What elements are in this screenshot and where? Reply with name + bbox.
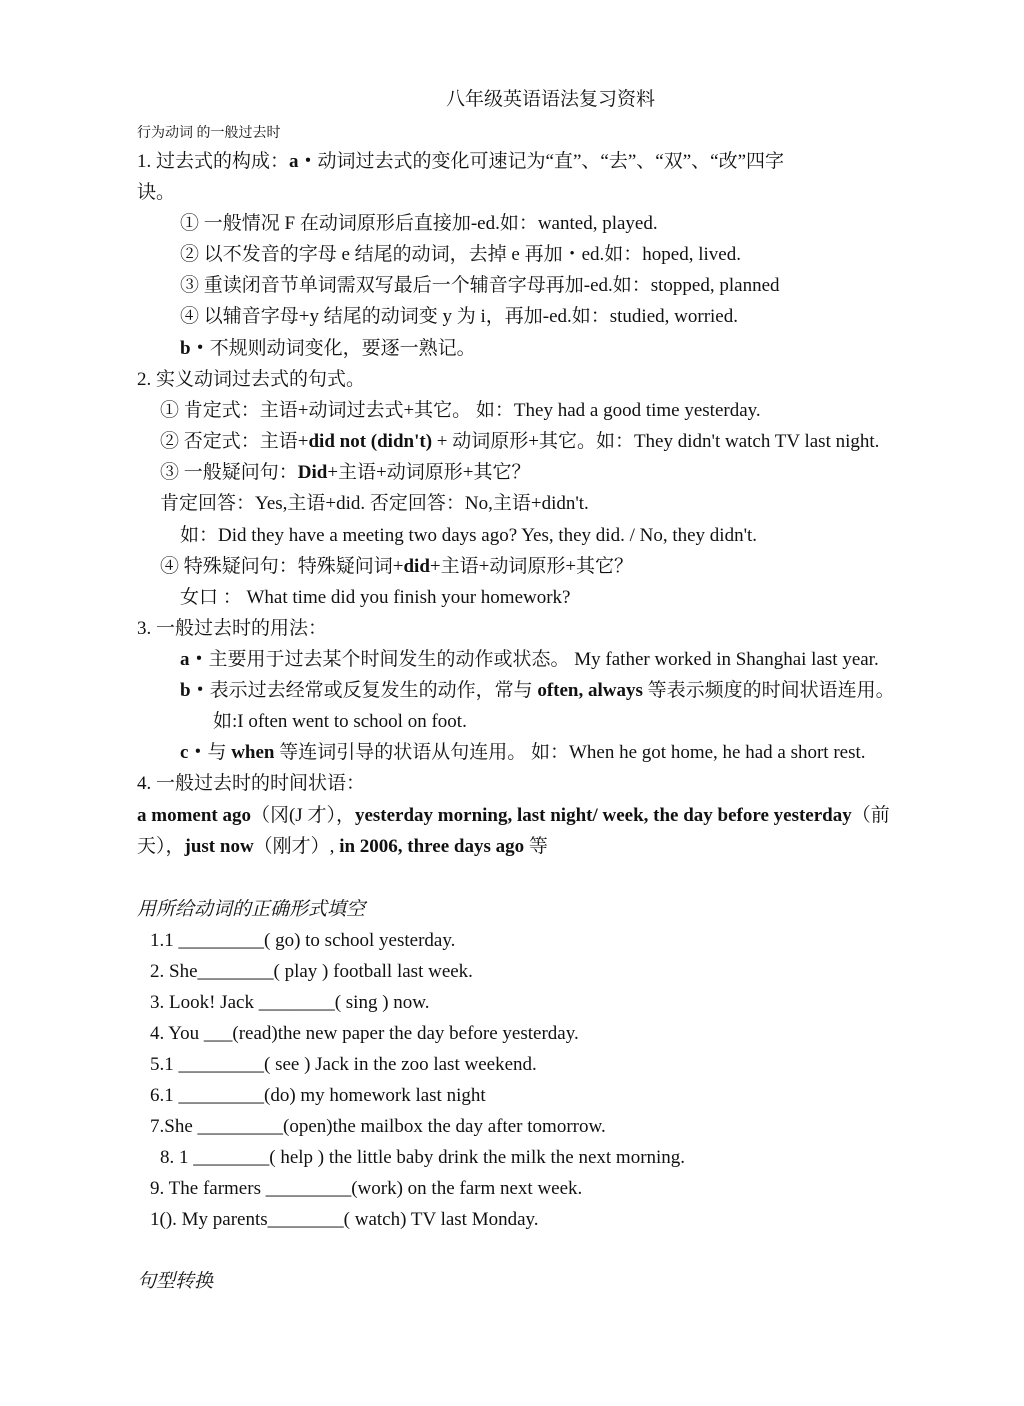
exercise-item-10: 1(). My parents________( watch) TV last Monday. (150, 1209, 539, 1230)
pattern-wh-c: +主语+动词原形+其它？ (429, 556, 634, 577)
time-adv-d: （前 (851, 805, 890, 826)
time-adv-i: 等 (524, 836, 548, 857)
pattern-affirmative: ① 肯定式：主语+动词过去式+其它。 如：They had a good time yesterday. (160, 400, 761, 421)
pattern-wh-a: ④ 特殊疑问句：特殊疑问词+ (160, 556, 404, 577)
rule-b-text: 不规则动词变化，要逐一熟记。 (209, 338, 476, 359)
exercise-item-3: 3. Look! Jack ________( sing ) now. (150, 992, 430, 1013)
rule-2: ② 以不发音的字母 e 结尾的动词，去掉 e 再加・ed.如：hoped, lived. (180, 244, 741, 265)
exercise-item-9: 9. The farmers _________(work) on the farm next week. (150, 1178, 583, 1199)
section-4-heading: 4. 一般过去时的时间状语： (137, 773, 366, 794)
rule-b-marker: b・ (180, 338, 210, 359)
exercise-item-7: 7.She _________(open)the mailbox the day after tomorrow. (150, 1116, 606, 1137)
usage-b-tail: 等表示频度的时间状语连用。 (642, 680, 895, 701)
rule-1: ① 一般情况 F 在动词原形后直接加-ed.如：wanted, played. (180, 213, 658, 234)
rule-4: ④ 以辅音字母+y 结尾的动词变 y 为 i，再加-ed.如：studied, worried. (180, 306, 738, 327)
pattern-negative-c: + 动词原形+其它。如：They didn't watch TV last night. (432, 431, 880, 452)
time-adv-f: just now (184, 836, 254, 857)
exercise-item-1: 1.1 _________( go) to school yesterday. (150, 930, 456, 951)
usage-b-marker: b・ (180, 680, 210, 701)
pattern-question-bold: Did (297, 462, 328, 483)
usage-b (180, 679, 895, 703)
exercise-item-8: 8. 1 ________( help ) the little baby drink the milk the next morning. (160, 1147, 686, 1168)
section-2-heading: 2. 实义动词过去式的句式。 (137, 369, 366, 390)
section-sentence-transform: 句型转换 (137, 1271, 214, 1292)
rule-a-marker: a・ (289, 151, 318, 172)
rule-b (180, 337, 476, 361)
usage-a (180, 648, 879, 672)
example-question: 如：Did they have a meeting two days ago? Yes, they did. / No, they didn't. (180, 525, 758, 546)
usage-b-text: 表示过去经常或反复发生的动作，常与 (209, 680, 538, 701)
usage-a-text: 主要用于过去某个时间发生的动作或状态。 My father worked in Shanghai last year. (208, 649, 879, 670)
example-wh: 女口 ： What time did you finish your homework? (180, 587, 571, 608)
time-adv-a: a moment ago (137, 805, 251, 826)
usage-c (180, 741, 866, 765)
time-adv-h: in 2006, three days ago (339, 836, 525, 857)
usage-a-marker: a・ (180, 649, 209, 670)
page-subtitle: 行为动词 的一般过去时 (137, 126, 281, 141)
section-1-text: 动词过去式的变化可速记为“直”、“去”、“双”、“改”四字 (317, 151, 784, 172)
exercise-item-5: 5.1 _________( see ) Jack in the zoo last weekend. (150, 1054, 537, 1075)
pattern-wh-question (160, 555, 633, 579)
section-1-heading (137, 150, 784, 174)
pattern-question-c: +主语+动词原形+其它？ (327, 462, 531, 483)
rule-3: ③ 重读闭音节单词需双写最后一个辅音字母再加-ed.如：stopped, planned (180, 275, 780, 296)
pattern-negative-a: ② 否定式：主语+ (160, 431, 309, 452)
usage-c-marker: c・ (180, 742, 208, 763)
usage-c-bold: when (231, 742, 275, 763)
exercise-item-2: 2. She________( play ) football last week. (150, 961, 473, 982)
usage-c-tail: 等连词引导的状语从句连用。 如：When he got home, he had a short rest. (274, 742, 866, 763)
time-adv-b: （冈(J 才）， (250, 805, 355, 826)
exercise-item-4: 4. You ___(read)the new paper the day before yesterday. (150, 1023, 579, 1044)
page-title: 八年级英语语法复习资料 (446, 89, 656, 110)
pattern-wh-bold: did (403, 556, 430, 577)
pattern-negative (160, 430, 879, 454)
pattern-question-a: ③ 一般疑问句： (160, 462, 298, 483)
exercise-item-6: 6.1 _________(do) my homework last night (150, 1085, 486, 1106)
answer-forms: 肯定回答：Yes,主语+did. 否定回答：No,主语+didn't. (160, 493, 589, 514)
section-1-label: 1. 过去式的构成： (137, 151, 290, 172)
time-adv-e: 天）， (137, 836, 185, 857)
section-3-heading: 3. 一般过去时的用法： (137, 618, 328, 639)
exercise-title: 用所给动词的正确形式填空 (137, 899, 366, 920)
pattern-question (160, 461, 531, 485)
section-1-cont: 诀。 (137, 182, 176, 203)
time-adv-g: （刚才）, (253, 836, 340, 857)
usage-b-example: 如:I often went to school on foot. (213, 711, 467, 732)
pattern-negative-bold: did not (didn't) (308, 431, 433, 452)
time-adverbials-2 (137, 835, 548, 859)
time-adverbials-1 (137, 804, 890, 828)
usage-c-text: 与 (207, 742, 232, 763)
time-adv-c: yesterday morning, last night/ week, the day before yesterday (354, 805, 852, 826)
usage-b-bold: often, always (537, 680, 643, 701)
